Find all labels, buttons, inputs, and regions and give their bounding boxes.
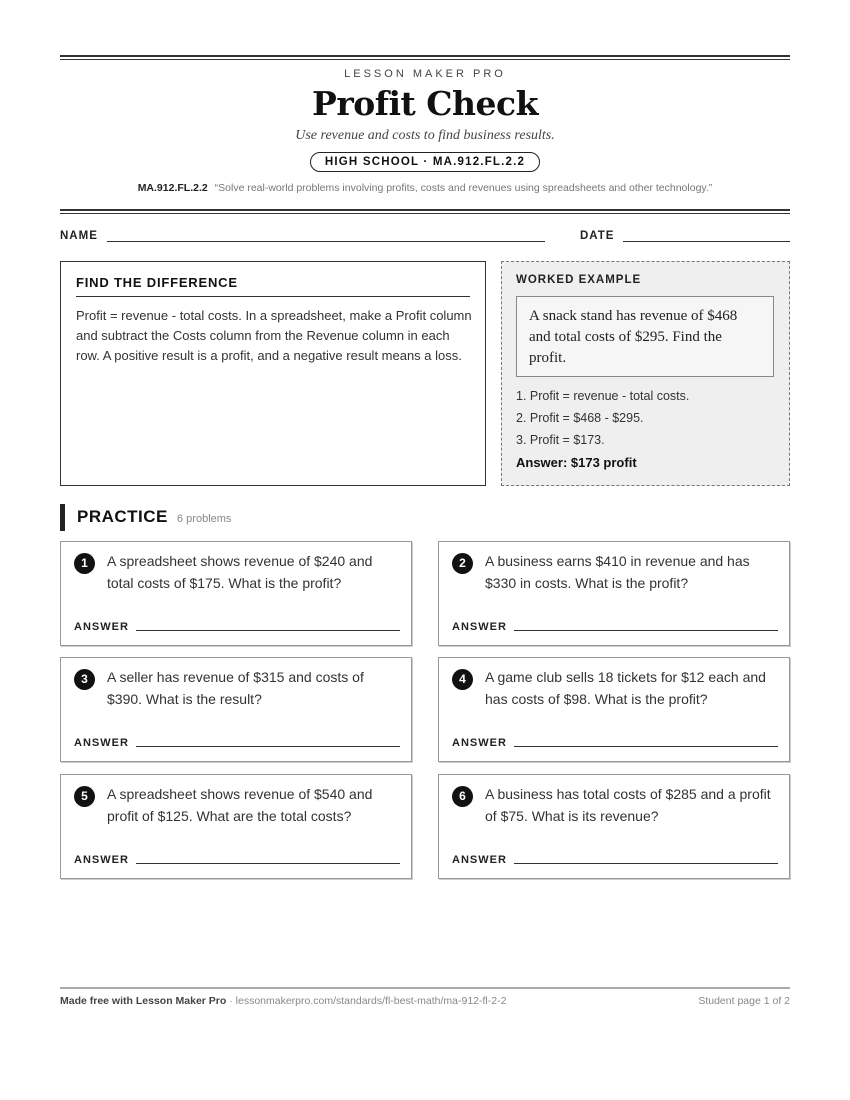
problem-number-badge: 2 bbox=[452, 553, 473, 574]
header-top-rule bbox=[60, 55, 790, 57]
worked-example-step: 3. Profit = $173. bbox=[516, 433, 605, 447]
standard-description bbox=[60, 182, 790, 194]
page-title: Profit Check bbox=[312, 84, 538, 123]
answer-label: ANSWER bbox=[452, 621, 507, 633]
problem-card-4 bbox=[438, 657, 790, 762]
answer-field[interactable] bbox=[514, 630, 778, 631]
worked-example-heading: WORKED EXAMPLE bbox=[516, 274, 642, 286]
problem-text: A seller has revenue of $315 and costs of $390. What is the result? bbox=[107, 669, 364, 707]
brand-name: LESSON MAKER PRO bbox=[344, 68, 506, 80]
grade-badge-wrap bbox=[60, 152, 790, 172]
problem-number-badge: 1 bbox=[74, 553, 95, 574]
header-bottom-rule bbox=[60, 209, 790, 211]
standard-text: “Solve real-world problems involving profits, costs and revenues using spreadsheets and other technology.” bbox=[214, 182, 713, 194]
practice-accent-bar bbox=[60, 504, 65, 531]
concept-body: Profit = revenue - total costs. In a spreadsheet, make a Profit column and subtract the Costs column from the Revenue column in each row. A positive result is a profit, and a negative result means a loss. bbox=[76, 308, 472, 363]
problem-card-3 bbox=[60, 657, 412, 762]
practice-count: 6 problems bbox=[177, 513, 232, 525]
answer-field[interactable] bbox=[136, 863, 400, 864]
answer-field[interactable] bbox=[136, 746, 400, 747]
problem-card-5 bbox=[60, 774, 412, 879]
answer-field[interactable] bbox=[514, 746, 778, 747]
worked-example-problem: A snack stand has revenue of $468 and total costs of $295. Find the profit. bbox=[516, 296, 774, 377]
answer-field[interactable] bbox=[136, 630, 400, 631]
footer-url[interactable]: · lessonmakerpro.com/standards/fl-best-math/ma-912-fl-2-2 bbox=[226, 995, 507, 1007]
problem-text: A business earns $410 in revenue and has $330 in costs. What is the profit? bbox=[485, 553, 750, 591]
concept-box bbox=[60, 261, 486, 486]
worked-example-answer: Answer: $173 profit bbox=[516, 455, 637, 470]
concept-heading: FIND THE DIFFERENCE bbox=[76, 275, 470, 297]
problem-text: A spreadsheet shows revenue of $240 and total costs of $175. What is the profit? bbox=[107, 553, 373, 591]
footer-page-number: Student page 1 of 2 bbox=[698, 995, 790, 1007]
name-label: NAME bbox=[60, 230, 98, 242]
problem-number-badge: 4 bbox=[452, 669, 473, 690]
problem-card-1 bbox=[60, 541, 412, 646]
date-label: DATE bbox=[580, 230, 615, 242]
footer-made-with: Made free with Lesson Maker Pro bbox=[60, 995, 227, 1007]
grade-standard-badge: HIGH SCHOOL · MA.912.FL.2.2 bbox=[310, 152, 540, 172]
problem-number-badge: 6 bbox=[452, 786, 473, 807]
problem-text: A spreadsheet shows revenue of $540 and profit of $125. What are the total costs? bbox=[107, 786, 373, 824]
problem-card-2 bbox=[438, 541, 790, 646]
problem-number-badge: 3 bbox=[74, 669, 95, 690]
date-field[interactable] bbox=[623, 241, 790, 242]
answer-label: ANSWER bbox=[74, 854, 129, 866]
worked-example-step: 1. Profit = revenue - total costs. bbox=[516, 389, 690, 403]
standard-code: MA.912.FL.2.2 bbox=[137, 182, 208, 194]
answer-label: ANSWER bbox=[74, 621, 129, 633]
name-field[interactable] bbox=[107, 241, 545, 242]
footer-credit bbox=[60, 995, 506, 1007]
problem-text: A game club sells 18 tickets for $12 each and has costs of $98. What is the profit? bbox=[485, 669, 766, 707]
answer-label: ANSWER bbox=[74, 737, 129, 749]
problem-card-6 bbox=[438, 774, 790, 879]
worked-example-steps bbox=[516, 385, 689, 451]
problem-text: A business has total costs of $285 and a profit of $75. What is its revenue? bbox=[485, 786, 771, 824]
worked-example-box bbox=[501, 261, 790, 486]
answer-label: ANSWER bbox=[452, 854, 507, 866]
page-subtitle: Use revenue and costs to find business results. bbox=[295, 128, 555, 143]
problem-number-badge: 5 bbox=[74, 786, 95, 807]
worked-example-step: 2. Profit = $468 - $295. bbox=[516, 411, 644, 425]
practice-title: PRACTICE bbox=[77, 507, 168, 526]
answer-field[interactable] bbox=[514, 863, 778, 864]
footer-rule bbox=[60, 987, 790, 989]
answer-label: ANSWER bbox=[452, 737, 507, 749]
